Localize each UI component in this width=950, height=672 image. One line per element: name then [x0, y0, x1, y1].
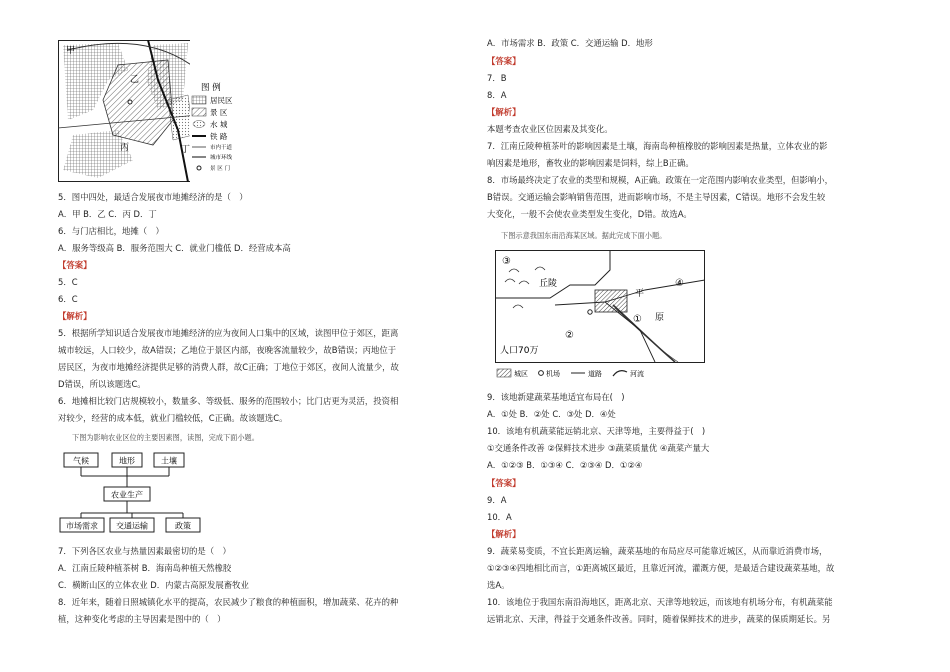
intro-agriculture-figure: 下图为影响农业区位的主要因素图，读图，完成下面小题。 — [72, 433, 259, 442]
question-8: 8．近年来，随着日照城镇化水平的提高，农民减少了粮食的种植面积，增加蔬菜、花卉的种 — [58, 597, 399, 607]
legend-title: 图 例 — [201, 83, 221, 93]
agriculture-factor-diagram — [58, 450, 288, 536]
question-10-options: A．①②③ B．①③④ C．②③④ D．①②④ — [487, 460, 643, 470]
question-5: 5．图中四处，最适合发展夜市地摊经济的是（ ） — [58, 192, 248, 202]
analysis-line: 10．该地位于我国东南沿海地区，距离北京、天津等地较远，而该地有机场分布，有机蔬菜能 — [487, 597, 833, 607]
answer-6: 6．C — [58, 294, 78, 304]
answer-tag: 【答案】 — [487, 478, 521, 488]
city-map-figure — [58, 40, 278, 182]
analysis-line: 城市较远，人口较少，故A错误；乙地位于景区内部，夜晚客流量较少，故B错误；丙地位于 — [58, 345, 397, 355]
analysis-line: 响因素是地形，畜牧业的影响因素是饲料，综上B正确。 — [487, 158, 694, 168]
legend-residential: 居民区 — [210, 96, 233, 105]
analysis-line: 本题考查农业区位因素及其变化。 — [487, 124, 613, 134]
analysis-line: 9．蔬菜易变质，不宜长距离运输，蔬菜基地的布局应尽可能靠近城区，从而靠近消费市场， — [487, 546, 828, 556]
answer-9: 9．A — [487, 495, 507, 505]
factor-market: 市场需求 — [66, 521, 98, 531]
answer-8: 8．A — [487, 90, 507, 100]
analysis-tag: 【解析】 — [487, 529, 521, 539]
airport-symbol — [588, 310, 592, 314]
legend-airport: 机场 — [546, 370, 560, 378]
map-site-3: ③ — [502, 256, 511, 267]
legend-main-road: 市内干道 — [210, 145, 233, 151]
question-7-options-ab: A．江南丘陵种植茶树 B．海南岛种植天然橡胶 — [58, 563, 232, 573]
map-site-4: ④ — [675, 278, 684, 289]
analysis-line: B错误。交通运输会影响销售范围，进而影响市场，不是主导因素，C错误。地形不会发生较 — [487, 192, 826, 202]
analysis-line: 大变化，一般不会使农业类型发生变化，D错。故选A。 — [487, 209, 692, 219]
legend-railway: 铁 路 — [210, 132, 228, 141]
map-label-yuan: 原 — [655, 313, 665, 323]
legend-scenic-gate: 景 区 门 — [210, 166, 230, 172]
question-5-options: A．甲 B．乙 C．丙 D．丁 — [58, 209, 157, 219]
factor-soil: 土壤 — [161, 456, 177, 466]
city-area — [595, 290, 627, 312]
analysis-tag: 【解析】 — [487, 107, 521, 117]
intro-region-figure: 下图示意我国东南沿海某区域。据此完成下面小题。 — [501, 231, 667, 240]
analysis-line: 对较少，经营的成本低，就业门槛较低，C正确。故该题选C。 — [58, 413, 288, 423]
legend-river: 河流 — [630, 370, 644, 378]
question-8-cont: 植，这种变化考虑的主导因素是图中的（ ） — [58, 614, 226, 624]
map-label-bing: 丙 — [120, 143, 130, 153]
map-label-hill: 丘陵 — [539, 279, 558, 289]
question-10: 10．该地有机蔬菜能远销北京、天津等地，主要得益于( ) — [487, 426, 706, 436]
analysis-tag: 【解析】 — [58, 311, 92, 321]
factor-policy: 政策 — [175, 521, 191, 531]
map-label-ping: 平 — [635, 289, 645, 299]
analysis-line: 选A。 — [487, 580, 510, 590]
map-label-ding: 丁 — [181, 145, 191, 155]
answer-tag: 【答案】 — [58, 260, 92, 270]
analysis-line: D错误，所以该题选C。 — [58, 379, 146, 389]
question-10-statements: ①交通条件改善 ②保鲜技术进步 ③蔬菜质量优 ④蔬菜产量大 — [487, 443, 710, 453]
legend-ring-road: 城市环线 — [210, 155, 233, 161]
map-site-1: ① — [633, 314, 642, 325]
answer-7: 7．B — [487, 73, 507, 83]
legend-road: 道路 — [588, 370, 602, 378]
legend-scenic: 景 区 — [210, 108, 228, 117]
analysis-line: 5．根据所学知识适合发展夜市地摊经济的应为夜间人口集中的区域，读图甲位于郊区，距离 — [58, 328, 399, 338]
question-9: 9．该地新建蔬菜基地适宜布局在( ) — [487, 392, 625, 402]
map-label-population: 人口70万 — [500, 346, 539, 356]
legend-city: 城区 — [514, 370, 528, 378]
answer-10: 10．A — [487, 512, 512, 522]
factor-terrain: 地形 — [119, 456, 135, 466]
analysis-line: ①②③④四地相比而言，①距离城区最近，且靠近河流，灌溉方便，是最适合建设蔬菜基地，故 — [487, 563, 835, 573]
legend-water: 水 城 — [210, 120, 228, 129]
agriculture-production: 农业生产 — [111, 490, 143, 500]
answer-tag: 【答案】 — [487, 56, 521, 66]
question-6-options: A．服务等级高 B．服务范围大 C．就业门槛低 D．经营成本高 — [58, 243, 291, 253]
question-9-options: A．①处 B．②处 C．③处 D．④处 — [487, 409, 616, 419]
analysis-line: 7．江南丘陵种植茶叶的影响因素是土壤，海南岛种植橡胶的影响因素是热量，立体农业的影 — [487, 141, 828, 151]
analysis-line: 6．地摊相比较门店规模较小，数量多、等级低、服务的范围较小；比门店更为灵活，投资相 — [58, 396, 399, 406]
map-label-jia: 甲 — [66, 46, 76, 56]
question-7-options-cd: C．横断山区的立体农业 D．内蒙古高原发展畜牧业 — [58, 580, 249, 590]
answer-5: 5．C — [58, 277, 78, 287]
question-6: 6．与门店相比，地摊（ ） — [58, 226, 164, 236]
analysis-line: 8．市场最终决定了农业的类型和规模，A正确。政策在一定范围内影响农业类型，但影响小， — [487, 175, 834, 185]
analysis-line: 居民区，为夜市地摊经济提供足够的消费人群，故C正确；丁地位于郊区，夜间人流量少，故 — [58, 362, 399, 372]
map-label-yi: 乙 — [130, 75, 140, 85]
question-7: 7．下列各区农业与热量因素最密切的是（ ） — [58, 546, 231, 556]
coastal-region-map — [495, 250, 705, 382]
factor-climate: 气候 — [73, 456, 89, 466]
analysis-line: 远销北京、天津，得益于交通条件改善。同时，随着保鲜技术的进步，蔬菜的保质期延长。另 — [487, 614, 831, 624]
map-site-2: ② — [565, 330, 574, 341]
question-8-options: A．市场需求 B．政策 C．交通运输 D．地形 — [487, 38, 653, 48]
factor-transport: 交通运输 — [116, 521, 148, 531]
